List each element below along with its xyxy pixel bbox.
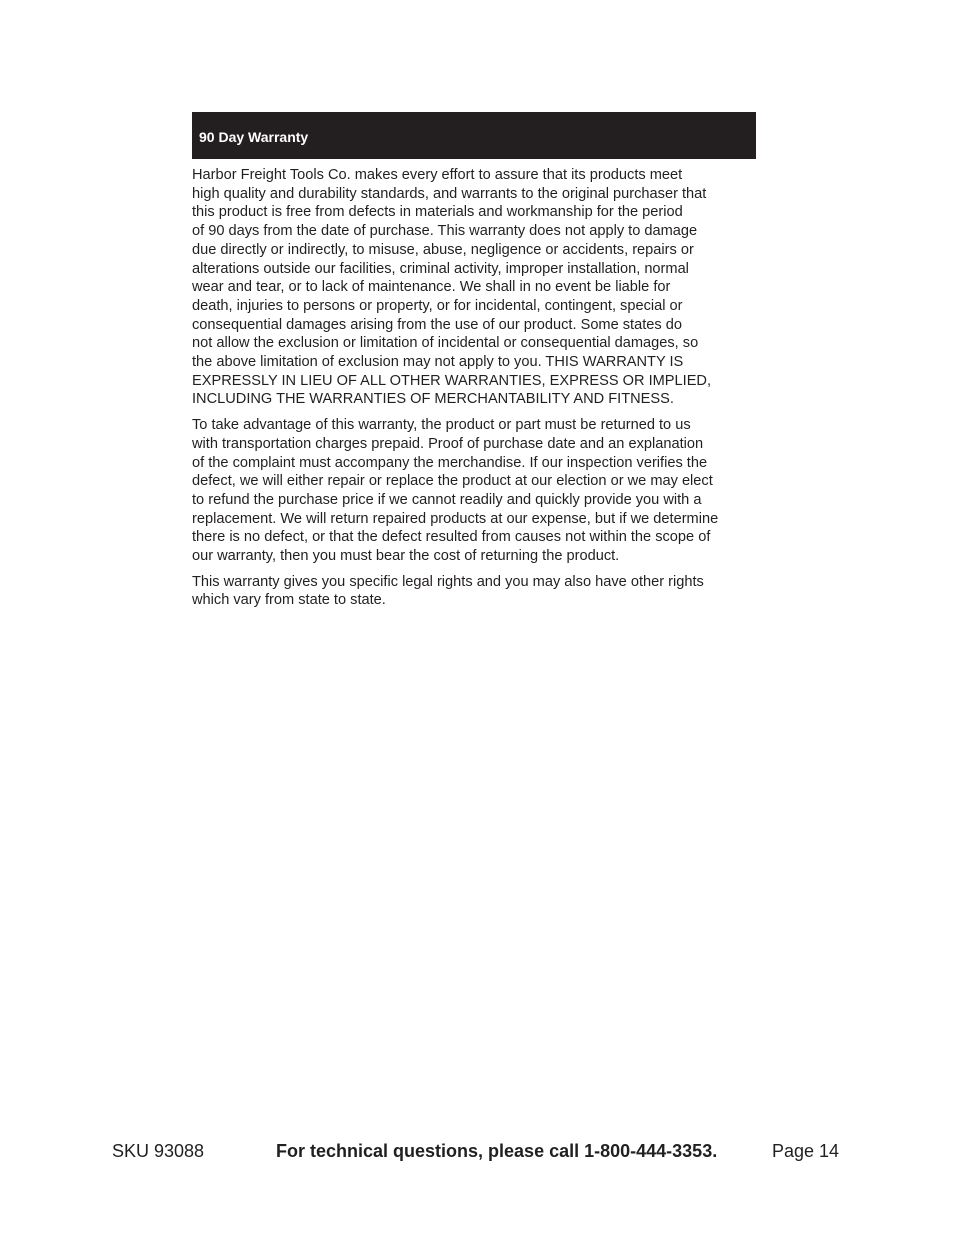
warranty-paragraph-rights	[192, 573, 767, 610]
text-line: EXPRESSLY IN LIEU OF ALL OTHER WARRANTIES, EXPRESS OR IMPLIED,	[192, 372, 712, 389]
section-title: 90 Day Warranty	[199, 129, 309, 145]
footer-sku: SKU 93088	[112, 1141, 205, 1161]
text-line: This warranty gives you specific legal rights and you may also have other rights	[192, 573, 704, 590]
text-line: with transportation charges prepaid. Proof of purchase date and an explanation	[192, 435, 704, 452]
text-line: there is no defect, or that the defect resulted from causes not within the scope of	[192, 529, 711, 546]
section-header-bar	[192, 112, 756, 159]
text-line: this product is free from defects in materials and workmanship for the period	[192, 204, 683, 221]
text-line: alterations outside our facilities, criminal activity, improper installation, normal	[192, 260, 689, 277]
footer-page-number: Page 14	[772, 1141, 840, 1161]
text-line: Harbor Freight Tools Co. makes every effort to assure that its products meet	[192, 167, 683, 183]
text-line: high quality and durability standards, and warrants to the original purchaser that	[192, 185, 707, 202]
text-line: consequential damages arising from the use of our product. Some states do	[192, 316, 682, 333]
warranty-paragraph-coverage	[192, 166, 767, 409]
text-line: to refund the purchase price if we cannot readily and quickly provide you with a	[192, 491, 702, 508]
text-line: To take advantage of this warranty, the product or part must be returned to us	[192, 417, 691, 434]
text-line: which vary from state to state.	[192, 592, 386, 609]
text-line: due directly or indirectly, to misuse, abuse, negligence or accidents, repairs or	[192, 241, 694, 258]
text-line: replacement. We will return repaired products at our expense, but if we determine	[192, 510, 719, 527]
text-line: of the complaint must accompany the merchandise. If our inspection verifies the	[192, 454, 708, 471]
text-line: death, injuries to persons or property, or for incidental, contingent, special or	[192, 297, 683, 314]
text-line: defect, we will either repair or replace the product at our election or we may elect	[192, 473, 713, 490]
text-line: not allow the exclusion or limitation of incidental or consequential damages, so	[192, 335, 699, 352]
text-line: INCLUDING THE WARRANTIES OF MERCHANTABILITY AND FITNESS.	[192, 391, 674, 408]
text-line: of 90 days from the date of purchase. This warranty does not apply to damage	[192, 223, 698, 240]
text-line: the above limitation of exclusion may not apply to you. THIS WARRANTY IS	[192, 354, 684, 371]
warranty-body	[192, 166, 767, 610]
warranty-paragraph-claims	[192, 416, 767, 566]
footer-tech-support: For technical questions, please call 1-800-444-3353.	[276, 1141, 718, 1161]
text-line: our warranty, then you must bear the cost of returning the product.	[192, 548, 620, 565]
text-line: wear and tear, or to lack of maintenance. We shall in no event be liable for	[192, 279, 671, 296]
